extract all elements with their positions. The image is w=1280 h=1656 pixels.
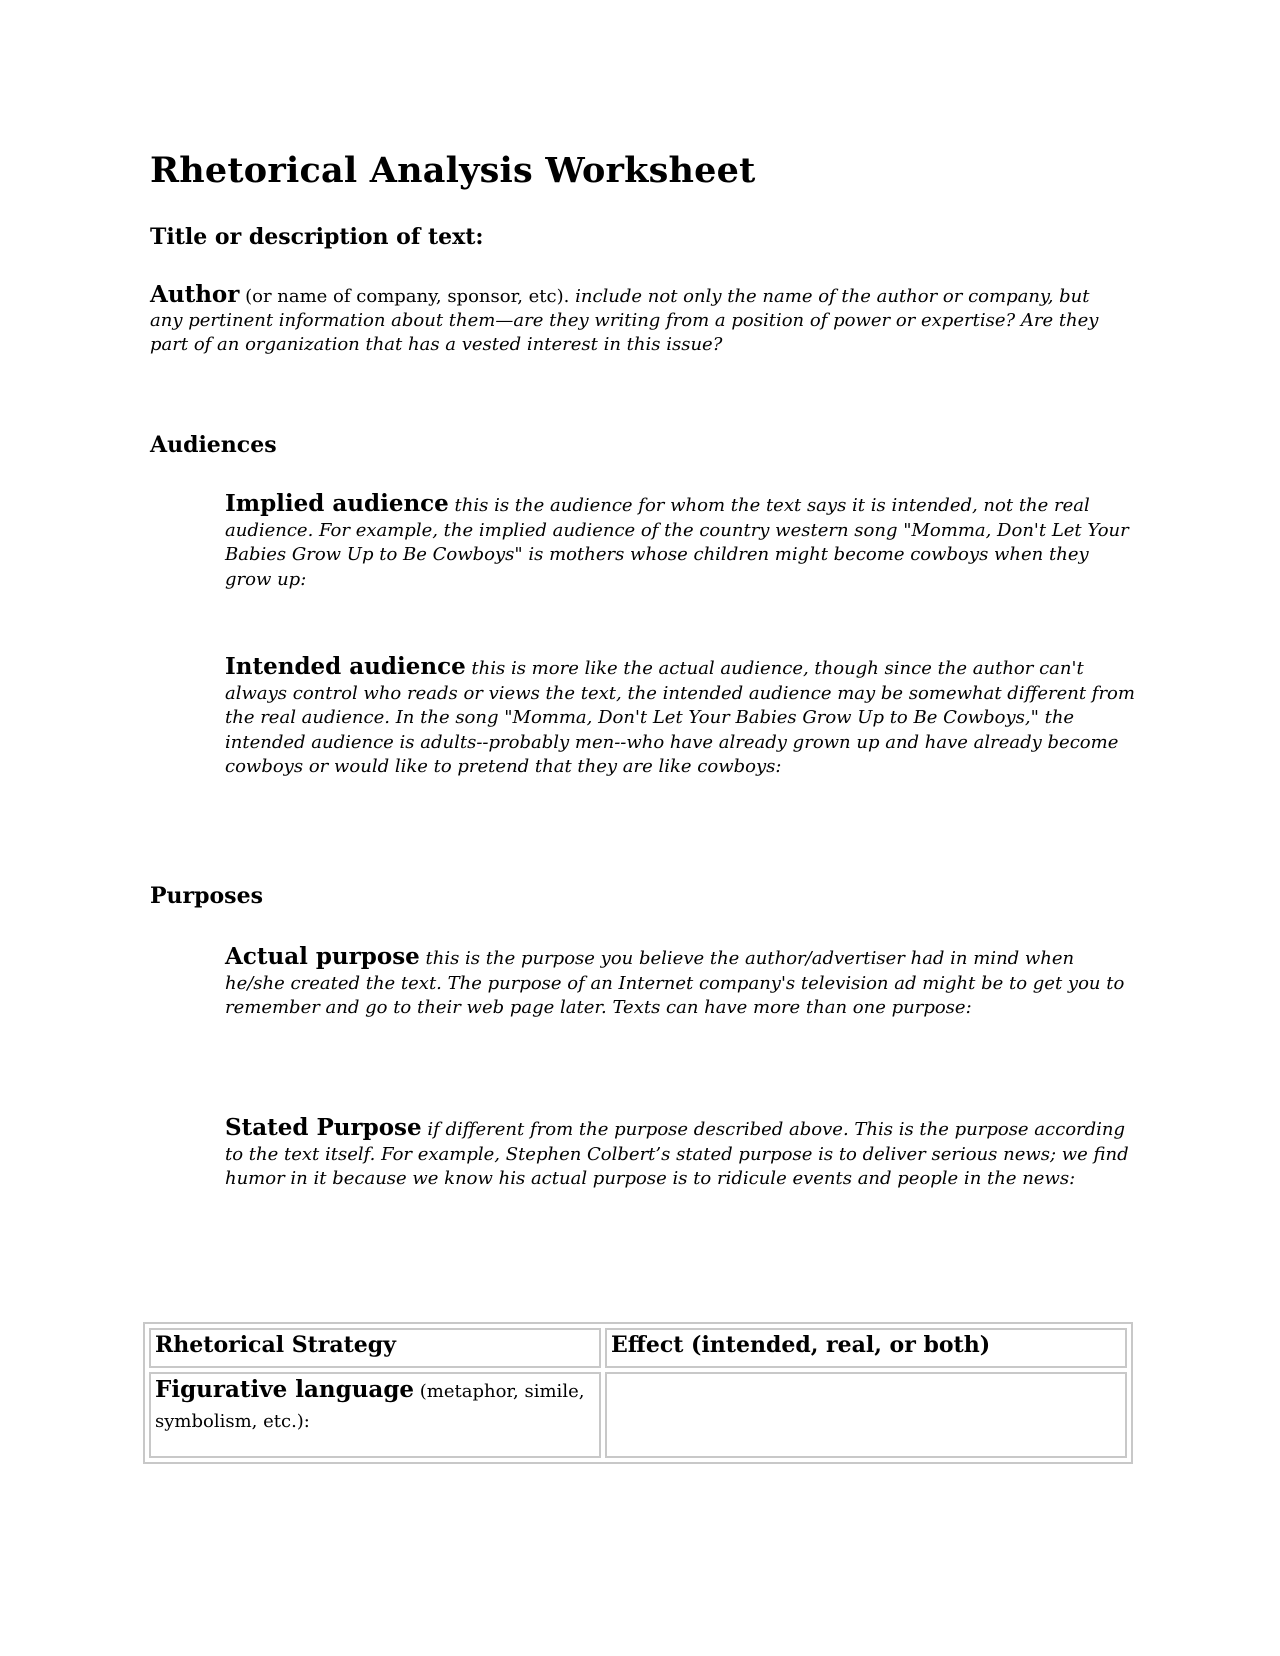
actual-purpose-entry <box>225 945 1135 1021</box>
table-row <box>149 1372 1127 1458</box>
stated-purpose-entry <box>225 1116 1135 1192</box>
header-effect: Effect (intended, real, or both) <box>605 1328 1127 1368</box>
intended-audience-label: Intended audience <box>225 653 466 680</box>
effect-cell[interactable] <box>605 1372 1127 1458</box>
title-or-description-label: Title or description of text: <box>150 224 484 250</box>
author-section <box>150 283 1110 357</box>
author-description: include not only the name of the author or company, but any pertinent information about them—are they writing from a position of power or expertise? Are they part of an organization that has a vested interest in this issue? <box>150 286 1099 355</box>
rhetorical-strategy-table <box>143 1322 1133 1464</box>
figurative-language-paren: (metaphor, simile, symbolism, etc.): <box>155 1381 585 1432</box>
intended-audience-description: this is more like the actual audience, though since the author can't always control who reads or views the text, the intended audience may be somewhat different from the real audience. In the song "Momma, Don't Let Your Babies Grow Up to Be Cowboys," the intended audience is adults--probably men--who have already grown up and have already become cowboys or would like to pretend that they are like cowboys: <box>225 658 1135 777</box>
implied-audience-entry <box>225 492 1135 592</box>
table-header-row <box>149 1328 1127 1368</box>
intended-audience-entry <box>225 655 1135 780</box>
actual-purpose-description: this is the purpose you believe the author/advertiser had in mind when he/she created the text. The purpose of an Internet company's television ad might be to get you to remember and go to their web page later. Texts can have more than one purpose: <box>225 948 1125 1018</box>
purposes-heading: Purposes <box>150 883 263 909</box>
actual-purpose-label: Actual purpose <box>225 943 420 970</box>
stated-purpose-label: Stated Purpose <box>225 1114 422 1141</box>
author-label: Author <box>150 281 240 308</box>
strategy-cell <box>149 1372 601 1458</box>
header-rhetorical-strategy: Rhetorical Strategy <box>149 1328 601 1368</box>
figurative-language-label: Figurative language <box>155 1376 415 1403</box>
page-title: Rhetorical Analysis Worksheet <box>150 150 756 191</box>
implied-audience-description: this is the audience for whom the text says it is intended, not the real audience. For example, the implied audience of the country western song "Momma, Don't Let Your Babies Grow Up to Be Cowboys" is mothers whose children might become cowboys when they grow up: <box>225 495 1129 590</box>
implied-audience-label: Implied audience <box>225 490 449 517</box>
stated-purpose-description: if different from the purpose described above. This is the purpose according to the text itself. For example, Stephen Colbert’s stated purpose is to deliver serious news; we find humor in it because we know his actual purpose is to ridicule events and people in the news: <box>225 1119 1129 1189</box>
author-paren: (or name of company, sponsor, etc). <box>239 286 570 307</box>
audiences-heading: Audiences <box>150 432 277 458</box>
